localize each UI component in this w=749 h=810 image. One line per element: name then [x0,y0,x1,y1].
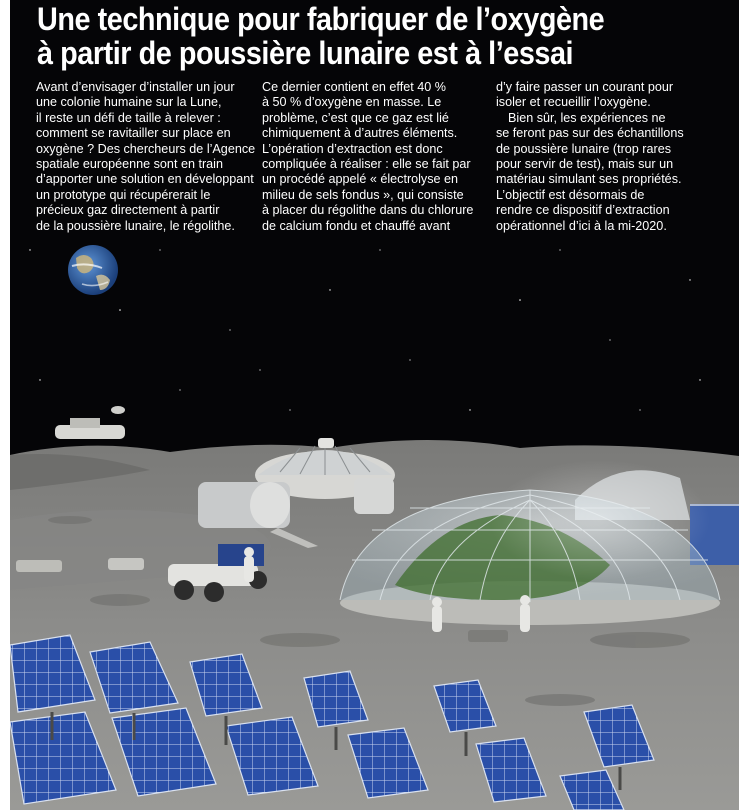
article-column-1 [36,80,260,234]
text-line: Bien sûr, les expériences ne [508,110,666,125]
text-line: à 50 % d’oxygène en masse. Le [262,95,442,110]
text-line: de calcium fondu et chauffé avant [262,218,451,233]
text-line: Avant d’envisager d’installer un jour [36,80,235,94]
text-line: il reste un défi de taille à relever : [36,110,221,125]
text-line: pour servir de test), mais sur un [496,157,674,172]
text-line: précieux gaz directement à partir [36,203,220,218]
text-line: L’opération d’extraction est donc [262,141,443,156]
text-line: problème, c’est que ce gaz est lié [262,110,449,125]
text-line: un procédé appelé « électrolyse en [262,172,459,187]
article-column-2 [262,80,488,234]
text-line: rendre ce dispositif d’extraction [496,203,670,218]
page-margin-right [739,0,749,810]
text-line: spatiale européenne sont en train [36,157,223,172]
text-line: Ce dernier contient en effet 40 % [262,80,446,94]
article-column-3 [496,80,720,234]
text-line: une colonie humaine sur la Lune, [36,95,222,110]
text-line: isoler et recueillir l’oxygène. [496,95,651,110]
text-line: compliquée à réaliser : elle se fait par [262,157,471,172]
page-margin-left [0,0,10,810]
text-line: d’y faire passer un courant pour [496,80,674,94]
text-line: de la poussière lunaire, le régolithe. [36,218,235,233]
text-line: se feront pas sur des échantillons [496,126,684,141]
text-line: comment se ravitailler sur place en [36,126,231,141]
text-line: milieu de sels fondus », qui consiste [262,187,464,202]
text-line: oxygène ? Des chercheurs de l’Agence [36,141,256,156]
text-line: opérationnel d’ici à la mi-2020. [496,218,667,233]
article-title-line-1: Une technique pour fabriquer de l’oxygène [37,1,605,37]
text-line: un prototype qui récupérerait le [36,187,211,202]
text-line: à placer du régolithe dans du chlorure [262,203,474,218]
earth [68,245,118,295]
text-line: de poussière lunaire (trop rares [496,141,672,156]
text-line: matériau simulant ses propriétés. [496,172,682,187]
text-line: d’apporter une solution en développant [36,172,254,187]
text-line: L’objectif est désormais de [496,187,645,202]
text-line: chimiquement à d’autres éléments. [262,126,458,141]
article-title-line-2: à partir de poussière lunaire est à l’essai [37,35,574,71]
